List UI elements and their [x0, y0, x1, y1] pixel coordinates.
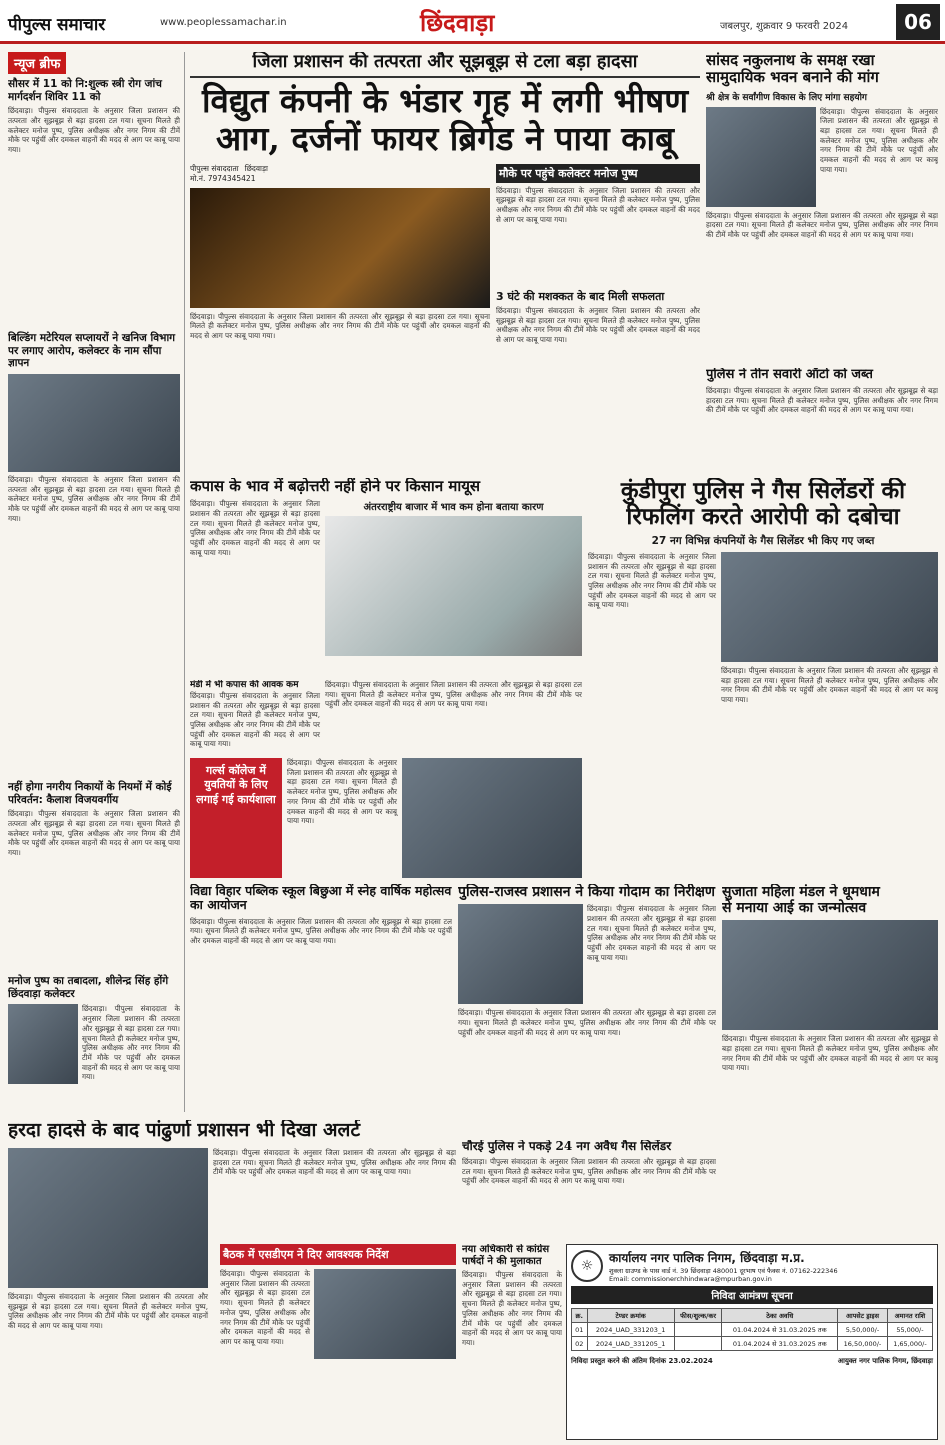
side-headline-2: 3 घंटे की मशक्कत के बाद मिली सफलता	[496, 289, 665, 303]
mp-headline-2: सामुदायिक भवन बनाने की मांग	[706, 68, 879, 87]
sujata-photo	[722, 920, 938, 1030]
section-title: छिंदवाड़ा	[420, 9, 495, 37]
cotton-sub: अंतरराष्ट्रीय बाजार में भाव कम होना बताया कारण	[363, 502, 544, 514]
newspaper-logo: पीपुल्स समाचार	[8, 15, 106, 35]
emblem-icon: ☼	[571, 1250, 603, 1282]
tender-cell: 01.04.2024 से 31.03.2025 तक	[722, 1323, 838, 1337]
mp-story	[706, 52, 938, 362]
school-story	[190, 884, 452, 1134]
gas-text-1: छिंदवाड़ा। पीपुल्स संवाददाता के अनुसार जिला प्रशासन की तत्परता और सूझबूझ से बड़ा हादसा टल गया। सूचना मिलते ही कलेक्टर मनोज पुष्प, पुलिस अधीक्षक और नगर निगम की टीमें मौके पर पहुंचीं और दमकल वाहनों की मदद से आग पर काबू पाया गया।	[588, 551, 716, 610]
gas-sub: 27 नग विभिन्न कंपनियों के गैस सिलेंडर भी किए गए जब्त	[651, 534, 875, 547]
sdm-text-1: छिंदवाड़ा। पीपुल्स संवाददाता के अनुसार जिला प्रशासन की तत्परता और सूझबूझ से बड़ा हादसा टल गया। सूचना मिलते ही कलेक्टर मनोज पुष्प, पुलिस अधीक्षक और नगर निगम की टीमें मौके पर पहुंचीं और दमकल वाहनों की मदद से आग पर काबू पाया गया।	[220, 1269, 310, 1347]
godown-headline: पुलिस-राजस्व प्रशासन ने किया गोदाम का निरीक्षण	[458, 884, 716, 900]
harda-photo	[8, 1148, 208, 1288]
tender-col-4: आपसेट ड्राइस	[838, 1309, 888, 1323]
byline: पीपुल्स संवाददाता	[190, 163, 239, 173]
cotton-headline: कपास के भाव में बढ़ोत्तरी नहीं होने पर किसान मायूस	[190, 478, 481, 495]
tender-cell: 2024_UAD_331203_1	[587, 1323, 674, 1337]
tender-office: कार्यालय नगर पालिक निगम, छिंदवाड़ा म.प्र.	[609, 1251, 805, 1265]
mp-text-2: छिंदवाड़ा। पीपुल्स संवाददाता के अनुसार जिला प्रशासन की तत्परता और सूझबूझ से बड़ा हादसा टल गया। सूचना मिलते ही कलेक्टर मनोज पुष्प, पुलिस अधीक्षक और नगर निगम की टीमें मौके पर पहुंचीं और दमकल वाहनों की मदद से आग पर काबू पाया गया।	[706, 210, 938, 239]
sujata-story	[722, 884, 938, 1194]
sujata-headline-1: सुजाता महिला मंडल ने धूमधाम	[722, 884, 880, 900]
masthead	[0, 0, 945, 44]
congress-text: छिंदवाड़ा। पीपुल्स संवाददाता के अनुसार जिला प्रशासन की तत्परता और सूझबूझ से बड़ा हादसा टल गया। सूचना मिलते ही कलेक्टर मनोज पुष्प, पुलिस अधीक्षक और नगर निगम की टीमें मौके पर पहुंचीं और दमकल वाहनों की मदद से आग पर काबू पाया गया।	[462, 1270, 562, 1348]
cotton-story	[190, 478, 582, 678]
girls-college-text: छिंदवाड़ा। पीपुल्स संवाददाता के अनुसार जिला प्रशासन की तत्परता और सूझबूझ से बड़ा हादसा टल गया। सूचना मिलते ही कलेक्टर मनोज पुष्प, पुलिस अधीक्षक और नगर निगम की टीमें मौके पर पहुंचीं और दमकल वाहनों की मदद से आग पर काबू पाया गया।	[287, 758, 397, 826]
fire-photo	[190, 188, 490, 308]
byline-place: छिंदवाड़ा	[244, 163, 268, 173]
harda-headline: हरदा हादसे के बाद पांढुर्णा प्रशासन भी दिखा अलर्ट	[8, 1120, 361, 1141]
collector-photo	[8, 1004, 78, 1084]
congress-story	[462, 1244, 562, 1440]
tender-cell	[674, 1323, 722, 1337]
top-story-text: छिंदवाड़ा। पीपुल्स संवाददाता के अनुसार जिला प्रशासन की तत्परता और सूझबूझ से बड़ा हादसा टल गया। सूचना मिलते ही कलेक्टर मनोज पुष्प, पुलिस अधीक्षक और नगर निगम की टीमें मौके पर पहुंचीं और दमकल वाहनों की मदद से आग पर काबू पाया गया।	[190, 311, 490, 340]
godown-story	[458, 884, 716, 1134]
cotton-photo	[325, 516, 582, 656]
tender-table	[571, 1308, 933, 1351]
harda-text-2: छिंदवाड़ा। पीपुल्स संवाददाता के अनुसार जिला प्रशासन की तत्परता और सूझबूझ से बड़ा हादसा टल गया। सूचना मिलते ही कलेक्टर मनोज पुष्प, पुलिस अधीक्षक और नगर निगम की टीमें मौके पर पहुंचीं और दमकल वाहनों की मदद से आग पर काबू पाया गया।	[213, 1147, 456, 1177]
cotton-text-3: छिंदवाड़ा। पीपुल्स संवाददाता के अनुसार जिला प्रशासन की तत्परता और सूझबूझ से बड़ा हादसा टल गया। सूचना मिलते ही कलेक्टर मनोज पुष्प, पुलिस अधीक्षक और नगर निगम की टीमें मौके पर पहुंचीं और दमकल वाहनों की मदद से आग पर काबू पाया गया।	[325, 680, 582, 709]
godown-photo	[458, 904, 583, 1004]
page-number: 06	[896, 4, 940, 40]
tender-cell: 1,65,000/-	[887, 1337, 932, 1351]
tender-cell: 02	[572, 1337, 588, 1351]
table-row	[572, 1337, 933, 1351]
tender-cell: 5,50,000/-	[838, 1323, 888, 1337]
mp-text-1: छिंदवाड़ा। पीपुल्स संवाददाता के अनुसार जिला प्रशासन की तत्परता और सूझबूझ से बड़ा हादसा टल गया। सूचना मिलते ही कलेक्टर मनोज पुष्प, पुलिस अधीक्षक और नगर निगम की टीमें मौके पर पहुंचीं और दमकल वाहनों की मदद से आग पर काबू पाया गया।	[820, 106, 938, 174]
tender-title: निविदा आमंत्रण सूचना	[571, 1286, 933, 1304]
godown-text-1: छिंदवाड़ा। पीपुल्स संवाददाता के अनुसार जिला प्रशासन की तत्परता और सूझबूझ से बड़ा हादसा टल गया। सूचना मिलते ही कलेक्टर मनोज पुष्प, पुलिस अधीक्षक और नगर निगम की टीमें मौके पर पहुंचीं और दमकल वाहनों की मदद से आग पर काबू पाया गया।	[587, 904, 716, 962]
top-headline-2: आग, दर्जनों फायर ब्रिगेड ने पाया काबू	[216, 118, 674, 158]
top-kicker: जिला प्रशासन की तत्परता और सूझबूझ से टला बड़ा हादसा	[190, 52, 700, 78]
side-text-2: छिंदवाड़ा। पीपुल्स संवाददाता के अनुसार जिला प्रशासन की तत्परता और सूझबूझ से बड़ा हादसा टल गया। सूचना मिलते ही कलेक्टर मनोज पुष्प, पुलिस अधीक्षक और नगर निगम की टीमें मौके पर पहुंचीं और दमकल वाहनों की मदद से आग पर काबू पाया गया।	[496, 305, 700, 345]
auto-headline: पुलिस ने तीन सवारी ऑटो को जब्त	[706, 368, 873, 382]
tender-email[interactable]: Email: commissionerchhindwara@mpurban.gov.in	[609, 1275, 772, 1283]
column-divider	[184, 52, 185, 1112]
tender-col-5: अमानत राशि	[887, 1309, 932, 1323]
gas-story	[588, 478, 938, 878]
school-text: छिंदवाड़ा। पीपुल्स संवाददाता के अनुसार जिला प्रशासन की तत्परता और सूझबूझ से बड़ा हादसा टल गया। सूचना मिलते ही कलेक्टर मनोज पुष्प, पुलिस अधीक्षक और नगर निगम की टीमें मौके पर पहुंचीं और दमकल वाहनों की मदद से आग पर काबू पाया गया।	[190, 916, 452, 946]
supplier-photo	[8, 374, 180, 472]
cotton-lower	[190, 680, 582, 750]
tender-signature: आयुक्त नगर पालिक निगम, छिंदवाड़ा	[837, 1357, 933, 1365]
top-headline-1: विद्युत कंपनी के भंडार गृह में लगी भीषण	[201, 80, 689, 120]
brief-headline-4: मनोज पुष्प का तबादला, शीलेन्द्र सिंह होंगे छिंदवाड़ा कलेक्टर	[8, 975, 169, 1000]
girls-college-photo	[402, 758, 582, 878]
chourai-story	[462, 1140, 716, 1240]
tender-footer: निविदा प्रस्तुत करने की अंतिम दिनांक 23.02.2024	[571, 1357, 713, 1365]
gas-photo	[721, 552, 938, 662]
sdm-photo	[314, 1269, 456, 1359]
tender-notice	[566, 1244, 938, 1440]
brief-text-1: छिंदवाड़ा। पीपुल्स संवाददाता के अनुसार जिला प्रशासन की तत्परता और सूझबूझ से बड़ा हादसा टल गया। सूचना मिलते ही कलेक्टर मनोज पुष्प, पुलिस अधीक्षक और नगर निगम की टीमें मौके पर पहुंचीं और दमकल वाहनों की मदद से आग पर काबू पाया गया।	[8, 106, 180, 155]
auto-text: छिंदवाड़ा। पीपुल्स संवाददाता के अनुसार जिला प्रशासन की तत्परता और सूझबूझ से बड़ा हादसा टल गया। सूचना मिलते ही कलेक्टर मनोज पुष्प, पुलिस अधीक्षक और नगर निगम की टीमें मौके पर पहुंचीं और दमकल वाहनों की मदद से आग पर काबू पाया गया।	[706, 385, 938, 415]
auto-story	[706, 368, 938, 468]
congress-headline-2: पार्षदों ने की मुलाकात	[462, 1255, 542, 1267]
congress-headline-1: नया अधिकारी से कांग्रेस	[462, 1244, 550, 1255]
sujata-text: छिंदवाड़ा। पीपुल्स संवाददाता के अनुसार जिला प्रशासन की तत्परता और सूझबूझ से बड़ा हादसा टल गया। सूचना मिलते ही कलेक्टर मनोज पुष्प, पुलिस अधीक्षक और नगर निगम की टीमें मौके पर पहुंचीं और दमकल वाहनों की मदद से आग पर काबू पाया गया।	[722, 1034, 938, 1073]
godown-text-2: छिंदवाड़ा। पीपुल्स संवाददाता के अनुसार जिला प्रशासन की तत्परता और सूझबूझ से बड़ा हादसा टल गया। सूचना मिलते ही कलेक्टर मनोज पुष्प, पुलिस अधीक्षक और नगर निगम की टीमें मौके पर पहुंचीं और दमकल वाहनों की मदद से आग पर काबू पाया गया।	[458, 1008, 716, 1037]
girls-college-story	[190, 758, 582, 878]
cotton-mid-headline: मंडी में भी कपास की आवक कम	[190, 680, 299, 690]
cotton-text-2: छिंदवाड़ा। पीपुल्स संवाददाता के अनुसार जिला प्रशासन की तत्परता और सूझबूझ से बड़ा हादसा टल गया। सूचना मिलते ही कलेक्टर मनोज पुष्प, पुलिस अधीक्षक और नगर निगम की टीमें मौके पर पहुंचीं और दमकल वाहनों की मदद से आग पर काबू पाया गया।	[190, 690, 320, 749]
chourai-text: छिंदवाड़ा। पीपुल्स संवाददाता के अनुसार जिला प्रशासन की तत्परता और सूझबूझ से बड़ा हादसा टल गया। सूचना मिलते ही कलेक्टर मनोज पुष्प, पुलिस अधीक्षक और नगर निगम की टीमें मौके पर पहुंचीं और दमकल वाहनों की मदद से आग पर काबू पाया गया।	[462, 1156, 716, 1186]
byline-mobile: मो.नं. 7974345421	[190, 173, 256, 183]
school-headline: विद्या विहार पब्लिक स्कूल बिछुआ में स्नेह वार्षिक महोत्सव का आयोजन	[190, 884, 452, 913]
dateline: जबलपुर, शुक्रवार 9 फरवरी 2024	[720, 21, 849, 32]
brief-headline-2: बिल्डिंग मटेरियल सप्लायरों ने खनिज विभाग पर लगाए आरोप, कलेक्टर के नाम सौंपा ज्ञापन	[8, 332, 176, 370]
gas-headline-1: कुंडीपुरा पुलिस ने गैस सिलेंडरों की	[620, 478, 906, 504]
brief-tag: न्यूज ब्रीफ	[8, 52, 66, 74]
table-row	[572, 1323, 933, 1337]
tender-cell	[674, 1337, 722, 1351]
brief-text-3: छिंदवाड़ा। पीपुल्स संवाददाता के अनुसार जिला प्रशासन की तत्परता और सूझबूझ से बड़ा हादसा टल गया। सूचना मिलते ही कलेक्टर मनोज पुष्प, पुलिस अधीक्षक और नगर निगम की टीमें मौके पर पहुंचीं और दमकल वाहनों की मदद से आग पर काबू पाया गया।	[8, 809, 180, 858]
tender-cell: 01.04.2024 से 31.03.2025 तक	[722, 1337, 838, 1351]
girls-college-box: गर्ल्स कॉलेज में युवतियों के लिए लगाई गई कार्यशाला	[190, 758, 282, 878]
brief-text-2: छिंदवाड़ा। पीपुल्स संवाददाता के अनुसार जिला प्रशासन की तत्परता और सूझबूझ से बड़ा हादसा टल गया। सूचना मिलते ही कलेक्टर मनोज पुष्प, पुलिस अधीक्षक और नगर निगम की टीमें मौके पर पहुंचीं और दमकल वाहनों की मदद से आग पर काबू पाया गया।	[8, 474, 180, 523]
harda-text-1: छिंदवाड़ा। पीपुल्स संवाददाता के अनुसार जिला प्रशासन की तत्परता और सूझबूझ से बड़ा हादसा टल गया। सूचना मिलते ही कलेक्टर मनोज पुष्प, पुलिस अधीक्षक और नगर निगम की टीमें मौके पर पहुंचीं और दमकल वाहनों की मदद से आग पर काबू पाया गया।	[8, 1291, 208, 1330]
news-brief-column	[8, 52, 180, 1112]
gas-text-2: छिंदवाड़ा। पीपुल्स संवाददाता के अनुसार जिला प्रशासन की तत्परता और सूझबूझ से बड़ा हादसा टल गया। सूचना मिलते ही कलेक्टर मनोज पुष्प, पुलिस अधीक्षक और नगर निगम की टीमें मौके पर पहुंचीं और दमकल वाहनों की मदद से आग पर काबू पाया गया।	[721, 665, 938, 705]
tender-col-2: फीस/शुल्क/कर	[674, 1309, 722, 1323]
mp-photo	[706, 107, 816, 207]
mp-headline-1: सांसद नकुलनाथ के समक्ष रखा	[706, 52, 875, 69]
chourai-headline: चौरई पुलिस ने पकड़े 24 नग अवैध गैस सिलेंडर	[462, 1140, 672, 1153]
side-text-1: छिंदवाड़ा। पीपुल्स संवाददाता के अनुसार जिला प्रशासन की तत्परता और सूझबूझ से बड़ा हादसा टल गया। सूचना मिलते ही कलेक्टर मनोज पुष्प, पुलिस अधीक्षक और नगर निगम की टीमें मौके पर पहुंचीं और दमकल वाहनों की मदद से आग पर काबू पाया गया।	[496, 185, 700, 224]
tender-cell: 16,50,000/-	[838, 1337, 888, 1351]
cotton-text-1: छिंदवाड़ा। पीपुल्स संवाददाता के अनुसार जिला प्रशासन की तत्परता और सूझबूझ से बड़ा हादसा टल गया। सूचना मिलते ही कलेक्टर मनोज पुष्प, पुलिस अधीक्षक और नगर निगम की टीमें मौके पर पहुंचीं और दमकल वाहनों की मदद से आग पर काबू पाया गया।	[190, 499, 320, 557]
side-headline-1: मौके पर पहुंचे कलेक्टर मनोज पुष्प	[496, 164, 700, 183]
website-url[interactable]: www.peoplessamachar.in	[160, 17, 287, 28]
sujata-headline-2: से मनाया आई का जन्मोत्सव	[722, 900, 867, 917]
top-story	[190, 52, 700, 472]
tender-cell: 2024_UAD_331205_1	[587, 1337, 674, 1351]
sdm-headline: बैठक में एसडीएम ने दिए आवश्यक निर्देश	[220, 1244, 456, 1265]
tender-cell: 55,000/-	[887, 1323, 932, 1337]
sdm-story	[220, 1244, 456, 1440]
gas-headline-2: रिफलिंग करते आरोपी को दबोचा	[626, 503, 900, 531]
tender-col-1: टेण्डर क्रमांक	[587, 1309, 674, 1323]
tender-cell: 01	[572, 1323, 588, 1337]
brief-headline-1: सौसर में 11 को नि:शुल्क स्त्री रोग जांच मार्गदर्शन शिविर 11 को	[8, 78, 162, 103]
tender-col-3: ठेका अवधि	[722, 1309, 838, 1323]
tender-col-0: क्र.	[572, 1309, 588, 1323]
mp-sub: श्री क्षेत्र के सर्वांगीण विकास के लिए मांगा सहयोग	[706, 92, 868, 103]
brief-text-4: छिंदवाड़ा। पीपुल्स संवाददाता के अनुसार जिला प्रशासन की तत्परता और सूझबूझ से बड़ा हादसा टल गया। सूचना मिलते ही कलेक्टर मनोज पुष्प, पुलिस अधीक्षक और नगर निगम की टीमें मौके पर पहुंचीं और दमकल वाहनों की मदद से आग पर काबू पाया गया।	[82, 1004, 180, 1082]
brief-headline-3: नहीं होगा नगरीय निकायों के नियमों में कोई परिवर्तन: कैलाश विजयवर्गीय	[8, 780, 172, 806]
tender-address: शुक्ला ग्राउण्ड के पास वार्ड नं. 39 छिंदवाड़ा 480001 दूरभाष एवं फैक्स नं. 07162-222346	[609, 1267, 838, 1275]
